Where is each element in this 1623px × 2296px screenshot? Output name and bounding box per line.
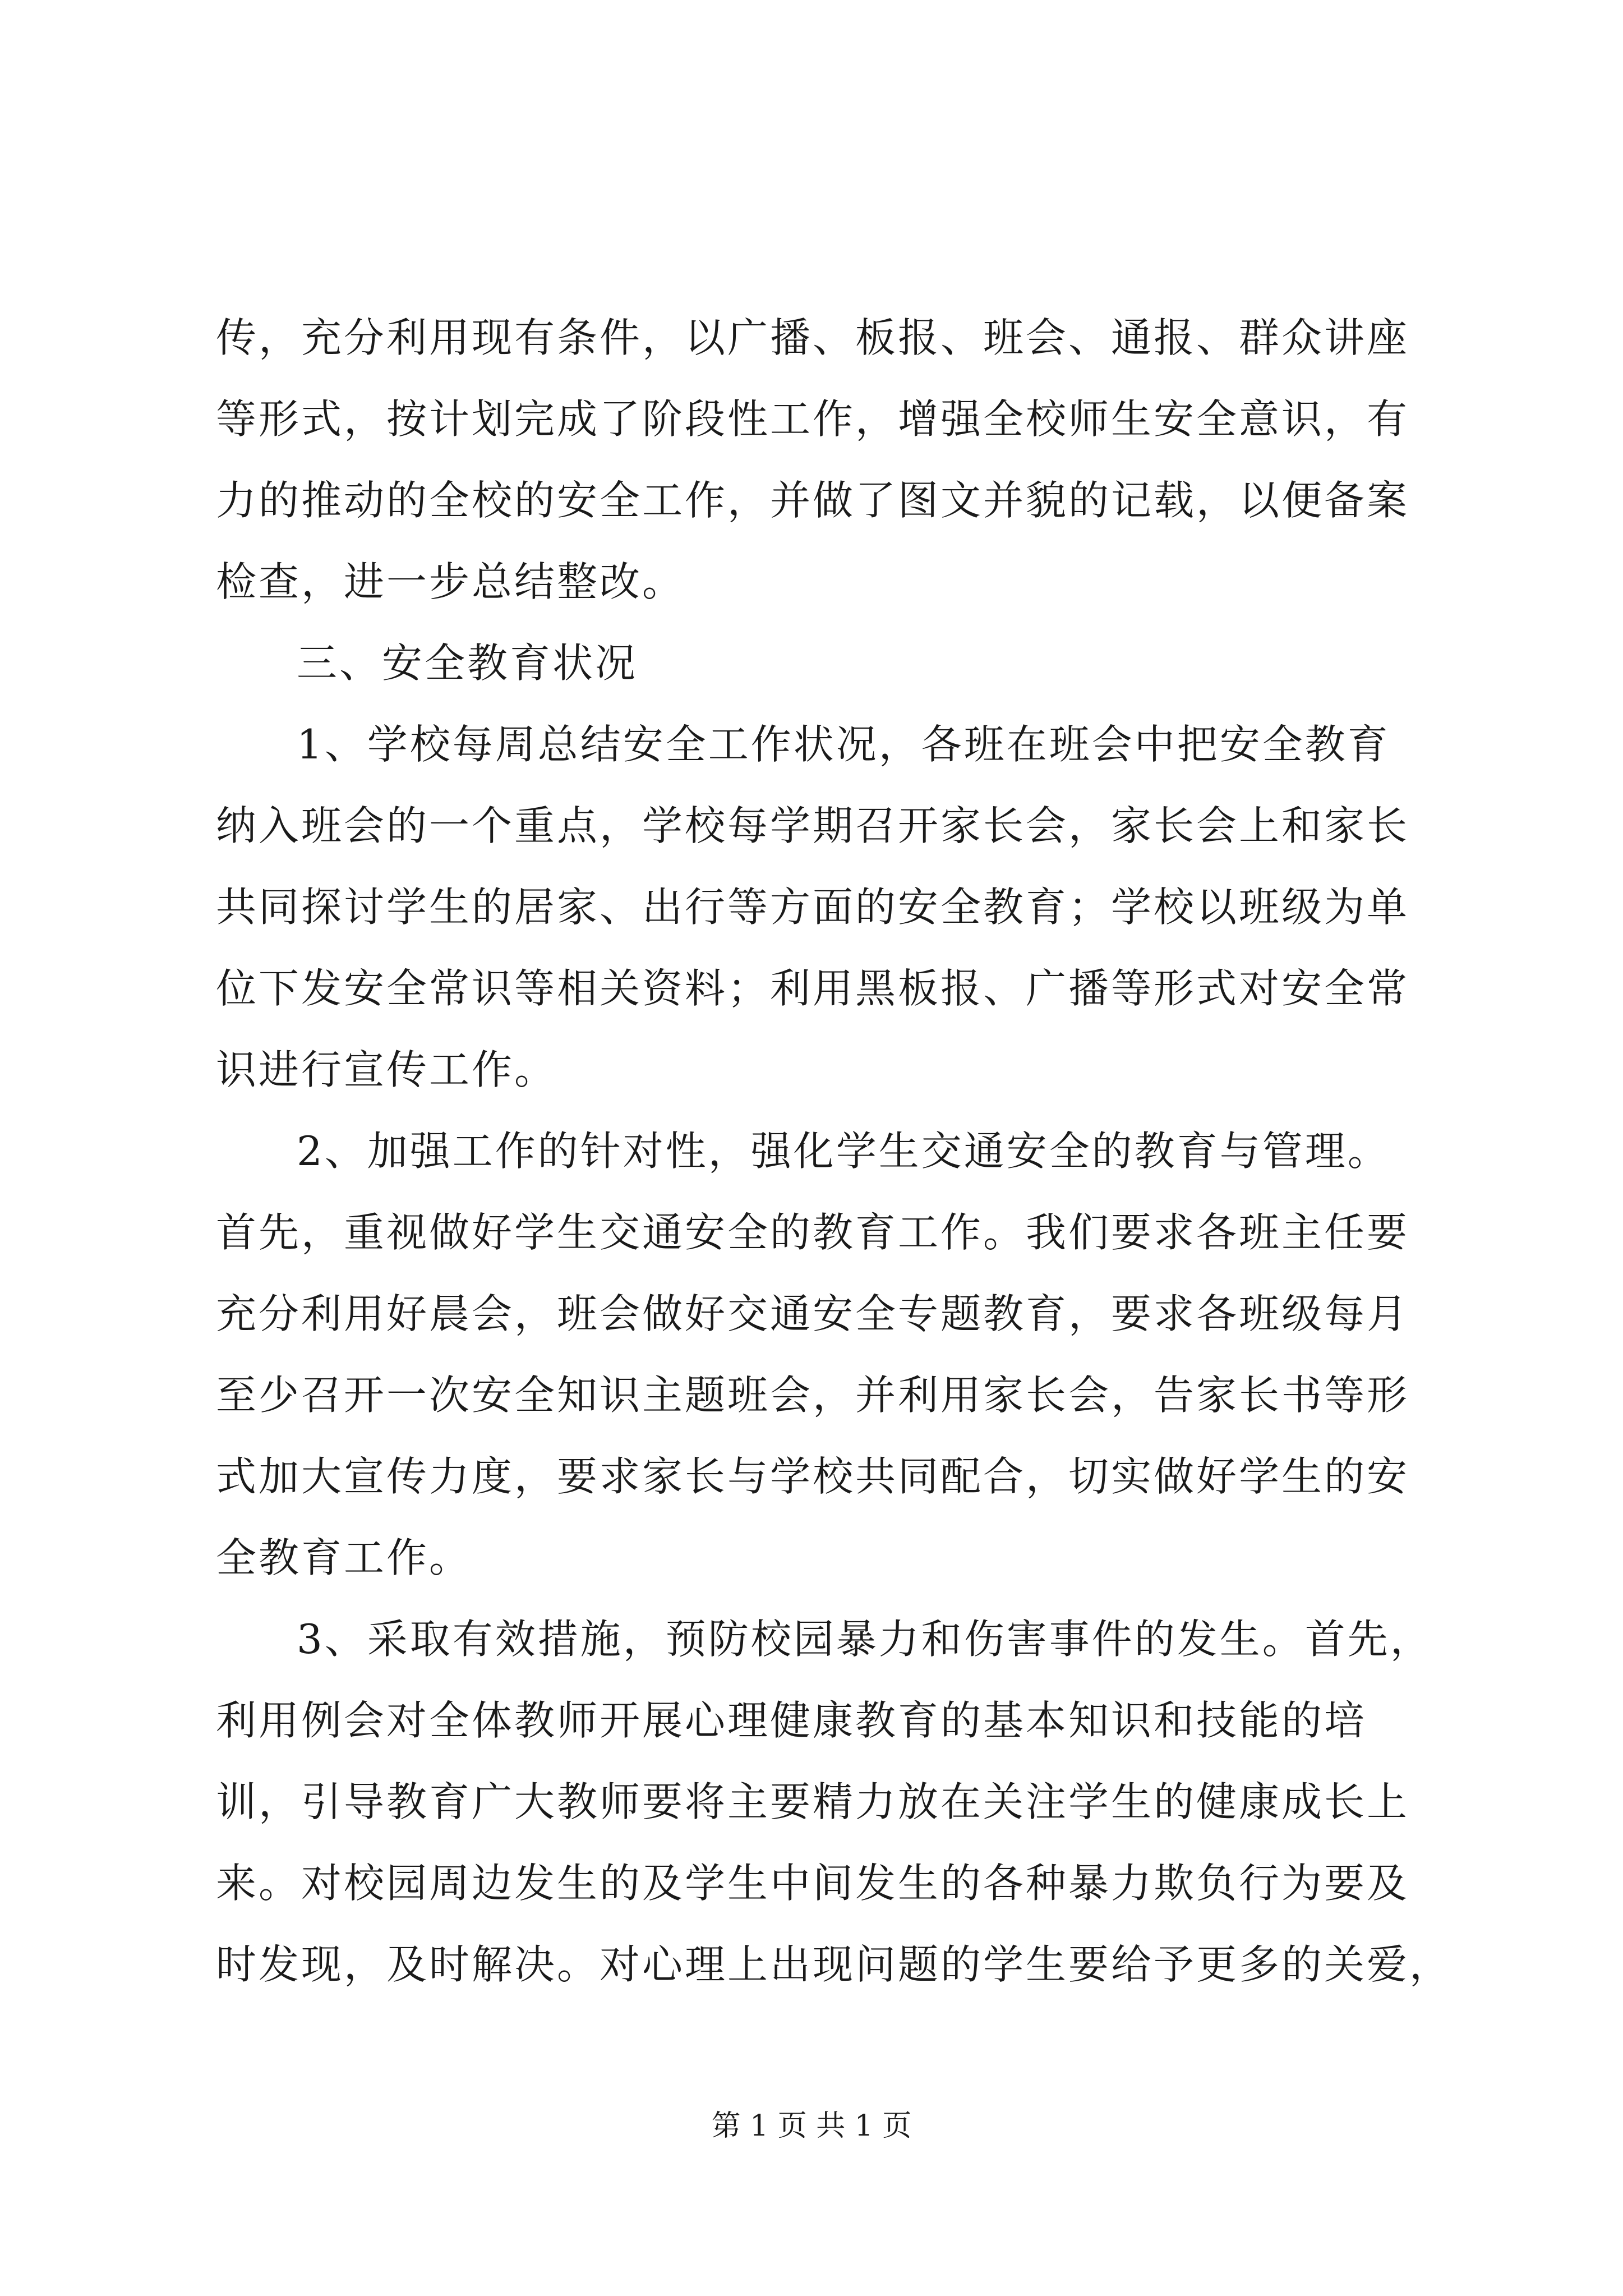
text-line: 等形式，按计划完成了阶段性工作，增强全校师生安全意识，有 [216,395,1410,443]
text-line: 共同探讨学生的居家、出行等方面的安全教育；学校以班级为单 [216,884,1410,931]
text-line: 来。对校园周边发生的及学生中间发生的各种暴力欺负行为要及 [216,1860,1410,1907]
page-footer: 第 1 页 共 1 页 [711,2109,912,2143]
text-line: 力的推动的全校的安全工作，并做了图文并貌的记载，以便备案 [216,477,1410,524]
text-line: 全教育工作。 [216,1534,472,1581]
paragraph-start: 1、学校每周总结安全工作状况，各班在班会中把安全教育 [297,721,1390,768]
section-heading: 三、安全教育状况 [297,639,638,687]
text-line: 利用例会对全体教师开展心理健康教育的基本知识和技能的培 [216,1697,1367,1744]
text-line: 首先，重视做好学生交通安全的教育工作。我们要求各班主任要 [216,1209,1410,1256]
text-line: 式加大宣传力度，要求家长与学校共同配合，切实做好学生的安 [216,1453,1410,1500]
body-text [216,297,1453,2005]
text-line: 训，引导教育广大教师要将主要精力放在关注学生的健康成长上 [216,1778,1410,1825]
text-line: 检查，进一步总结整改。 [216,558,685,605]
text-line: 传，充分利用现有条件，以广播、板报、班会、通报、群众讲座 [216,314,1410,361]
text-line: 充分利用好晨会，班会做好交通安全专题教育，要求各班级每月 [216,1290,1410,1337]
text-line: 至少召开一次安全知识主题班会，并利用家长会，告家长书等形 [216,1372,1410,1419]
paragraph-start: 3、采取有效措施，预防校园暴力和伤害事件的发生。首先， [297,1616,1433,1663]
text-line: 位下发安全常识等相关资料；利用黑板报、广播等形式对安全常 [216,965,1410,1012]
paragraph-start: 2、加强工作的针对性，强化学生交通安全的教育与管理。 [297,1128,1390,1175]
text-line: 识进行宣传工作。 [216,1046,557,1093]
text-line: 时发现，及时解决。对心理上出现问题的学生要给予更多的关爱， [216,1941,1453,1988]
text-line: 纳入班会的一个重点，学校每学期召开家长会，家长会上和家长 [216,802,1410,849]
